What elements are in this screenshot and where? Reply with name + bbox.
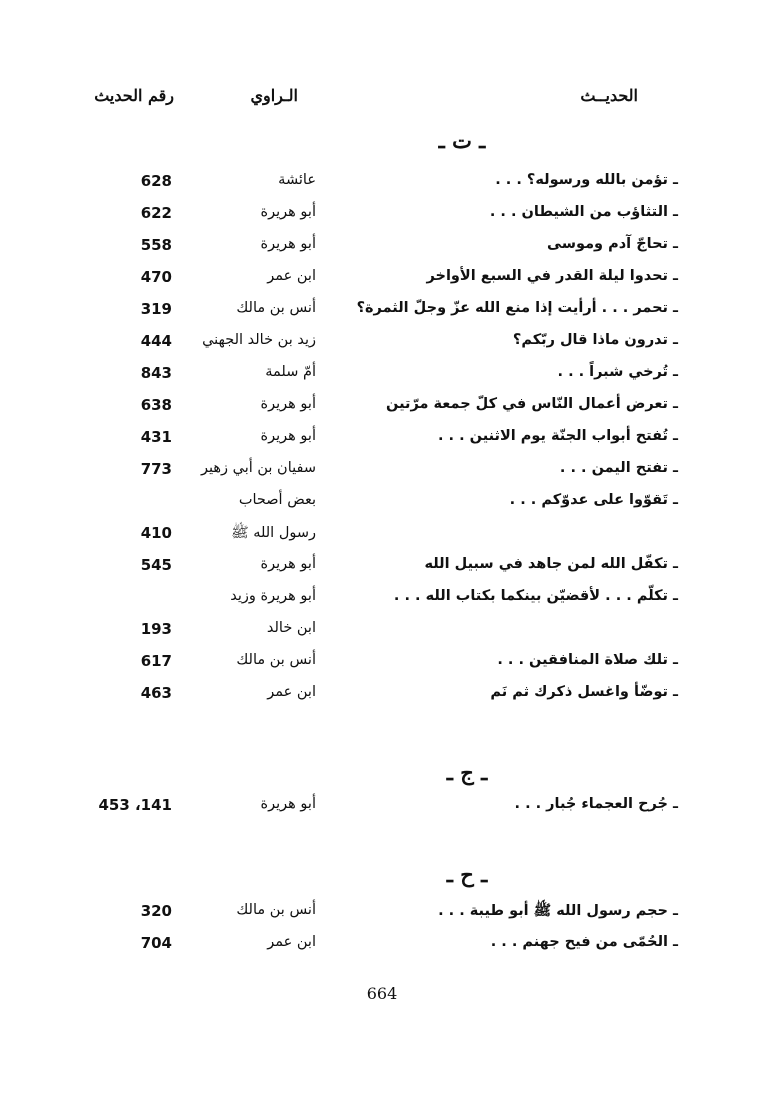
table-row (0, 684, 764, 712)
hadith-text: ـ تكفّل الله لمن جاهد في سبيل الله (424, 556, 678, 572)
header-hadith-number: رقم الحديث (94, 86, 174, 105)
hadith-number: 628 (140, 172, 172, 190)
table-row (0, 204, 764, 232)
table-row (0, 588, 764, 616)
hadith-number: 704 (140, 934, 172, 952)
section-heading-jim: ـ ج ـ (446, 760, 488, 785)
table-row (0, 460, 764, 488)
narrator-name: زيد بن خالد الجهني (202, 332, 316, 348)
narrator-name: أبو هريرة وزيد (230, 588, 316, 604)
hadith-text: ـ تفتح اليمن . . . (559, 460, 678, 476)
narrator-name: ابن عمر (267, 268, 316, 284)
table-row (0, 652, 764, 680)
hadith-text: ـ تُفتح أبواب الجنّة يوم الاثنين . . . (437, 428, 678, 444)
hadith-text: ـ توضّأ واغسل ذكرك ثم نَم (490, 684, 678, 700)
hadith-number: 319 (140, 300, 172, 318)
table-row (0, 172, 764, 200)
narrator-name: أبو هريرة (260, 556, 316, 572)
narrator-name: ابن عمر (267, 684, 316, 700)
narrator-name: أنس بن مالك (236, 652, 316, 668)
table-row (0, 796, 764, 824)
hadith-number: 453 ،141 (98, 796, 172, 814)
hadith-text: ـ تُرخي شبراً . . . (557, 364, 678, 380)
hadith-text: ـ الحُمّى من فيح جهنم . . . (490, 934, 678, 950)
table-row (0, 620, 764, 648)
table-row (0, 428, 764, 456)
narrator-name: أبو هريرة (260, 236, 316, 252)
table-row (0, 934, 764, 962)
hadith-text: ـ تكلّم . . . لأقضيّن بينكما بكتاب الله . . . (393, 588, 678, 604)
hadith-text: ـ تحدوا ليلة القدر في السبع الأواخر (426, 268, 678, 284)
narrator-name: أمّ سلمة (265, 364, 316, 380)
hadith-number: 622 (140, 204, 172, 222)
table-row (0, 300, 764, 328)
hadith-number: 773 (140, 460, 172, 478)
narrator-name: أبو هريرة (260, 428, 316, 444)
table-row (0, 902, 764, 930)
hadith-text: ـ تحاجّ آدم وموسى (547, 236, 678, 252)
hadith-number: 470 (140, 268, 172, 286)
hadith-number: 431 (140, 428, 172, 446)
section-heading-ta: ـ ت ـ (438, 128, 486, 153)
hadith-number: 617 (140, 652, 172, 670)
header-narrator: الـراوي (250, 86, 298, 105)
hadith-number: 463 (140, 684, 172, 702)
hadith-text: ـ تعرض أعمال النّاس في كلّ جمعة مرّتين (386, 396, 678, 412)
hadith-number: 638 (140, 396, 172, 414)
narrator-name: ابن عمر (267, 934, 316, 950)
table-row (0, 396, 764, 424)
hadith-number: 444 (140, 332, 172, 350)
page-number: 664 (366, 984, 398, 1003)
hadith-text: ـ جُرح العجماء جُبار . . . (514, 796, 678, 812)
narrator-name: ابن خالد (266, 620, 316, 636)
section-heading-ha: ـ ح ـ (446, 862, 488, 887)
hadith-number: 545 (140, 556, 172, 574)
narrator-name: أنس بن مالك (236, 902, 316, 918)
hadith-text: ـ تَقوّوا على عدوّكم . . . (509, 492, 678, 508)
narrator-name: أبو هريرة (260, 204, 316, 220)
narrator-name: أبو هريرة (260, 796, 316, 812)
hadith-number: 558 (140, 236, 172, 254)
narrator-name: بعض أصحاب (238, 492, 316, 508)
hadith-number: 193 (140, 620, 172, 638)
narrator-name: عائشة (278, 172, 316, 188)
hadith-text: ـ تلك صلاة المنافقين . . . (497, 652, 678, 668)
narrator-name: رسول الله ﷺ (231, 525, 316, 541)
table-row (0, 332, 764, 360)
narrator-name: أبو هريرة (260, 396, 316, 412)
table-row (0, 268, 764, 296)
hadith-number: 843 (140, 364, 172, 382)
hadith-text: ـ تحمر . . . أرأيت إذا منع الله عزّ وجلّ الثمرة؟ (356, 300, 678, 316)
header-hadith: الحديــث (580, 86, 638, 105)
narrator-name: سفيان بن أبي زهير (200, 460, 316, 476)
hadith-number: 320 (140, 902, 172, 920)
narrator-name: أنس بن مالك (236, 300, 316, 316)
table-row (0, 556, 764, 584)
table-row (0, 364, 764, 392)
table-row (0, 492, 764, 520)
hadith-text: ـ التثاؤب من الشيطان . . . (489, 204, 678, 220)
hadith-text: ـ تدرون ماذا قال ربّكم؟ (512, 332, 678, 348)
hadith-text: ـ تؤمن بالله ورسوله؟ . . . (495, 172, 678, 188)
table-row (0, 236, 764, 264)
hadith-number: 410 (140, 524, 172, 542)
hadith-text: ـ حجم رسول الله ﷺ أبو طيبة . . . (438, 903, 678, 919)
table-row (0, 524, 764, 552)
